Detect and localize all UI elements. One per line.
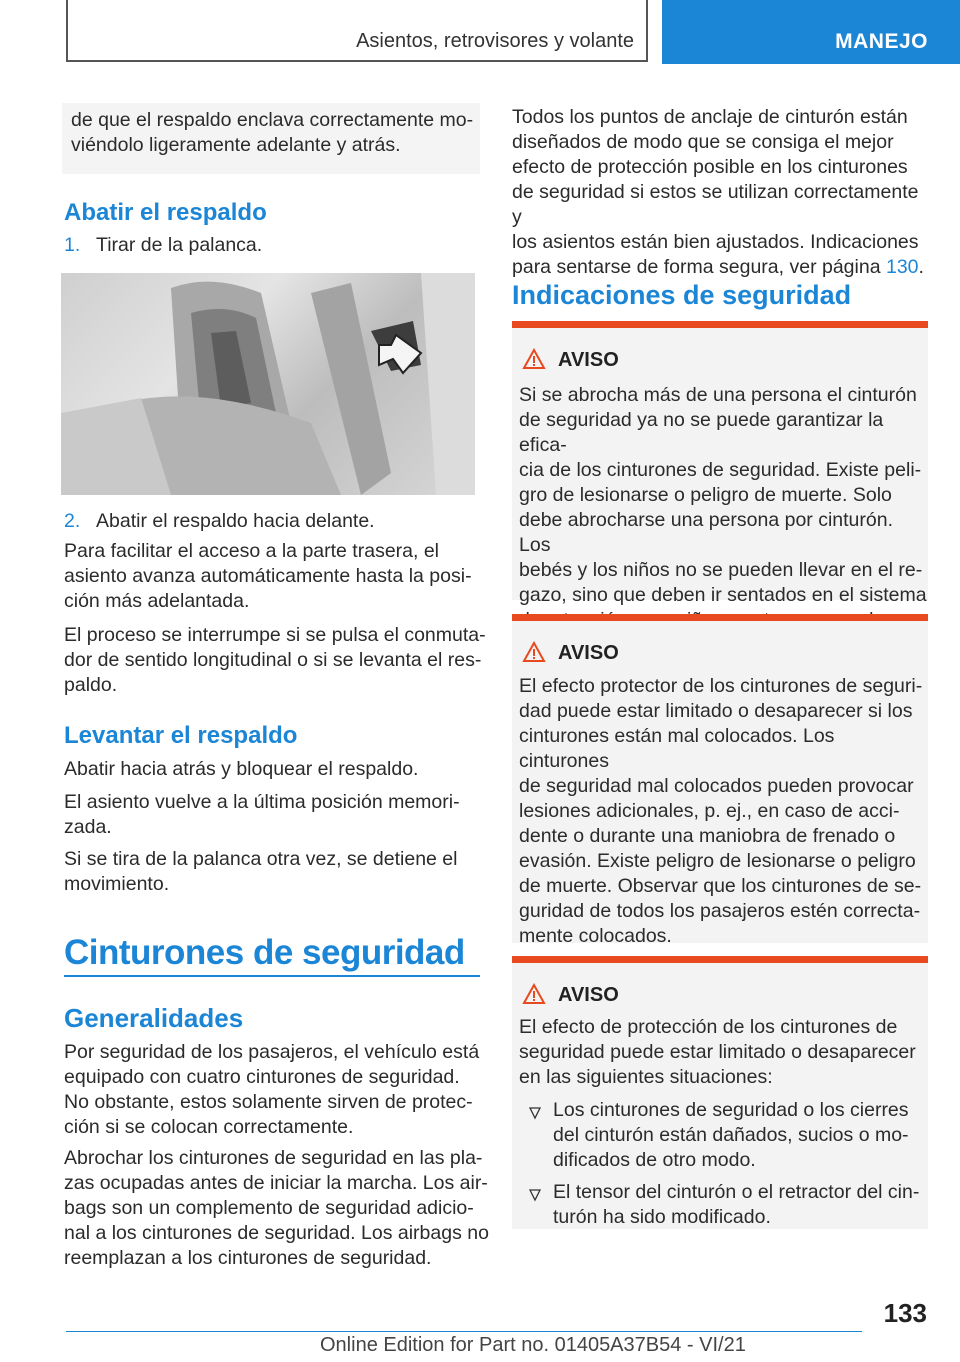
warning2-label: AVISO — [558, 642, 619, 664]
warning3-box — [512, 963, 928, 1229]
footer-rule — [66, 1331, 862, 1332]
warning2-rule — [512, 614, 928, 621]
warning-triangle-icon — [522, 641, 546, 663]
warning3-rule — [512, 956, 928, 963]
abatir-heading: Abatir el respaldo — [64, 199, 267, 226]
paragraph-bloquear: Abatir hacia atrás y bloquear el respaldo. — [64, 758, 419, 780]
paragraph-memoria: El asiento vuelve a la última posición memori- zada. — [64, 791, 460, 838]
paragraph-acceso: Para facilitar el acceso a la parte trasera, el asiento avanza automáticamente hasta la posi- ción más adelantada. — [64, 540, 472, 612]
warning1-label: AVISO — [558, 349, 619, 371]
paragraph-generalidades: Por seguridad de los pasajeros, el vehículo está equipado con cuatro cinturones de seguridad. No obstante, estos solamente sirven de protec- ción si se colocan correctamente. — [64, 1041, 480, 1138]
anclaje-text: Todos los puntos de anclaje de cinturón están diseñados de modo que se consiga el mejor efecto de protección posible en los cinturones de seguridad si estos se utilizan correctamente y los asientos están bien ajustados. Indicaciones para sentarse de forma segura, ver página — [512, 106, 919, 278]
intro-box — [62, 103, 480, 174]
step1-text: Tirar de la palanca. — [96, 234, 263, 256]
bullet-triangle-icon — [528, 1188, 542, 1202]
footer-edition: Online Edition for Part no. 01405A37B54 - VI/21 — [320, 1334, 746, 1356]
seat-illustration — [61, 273, 475, 495]
paragraph-anclaje — [512, 105, 932, 280]
warning1-rule — [512, 321, 928, 328]
step2-number: 2. — [64, 510, 81, 532]
warning2-text: El efecto protector de los cinturones de seguri- dad puede estar limitado o desaparecer si los cinturones están mal colocados. Los cinturones de seguridad mal colocados pueden provocar lesiones adicionales, p. ej., en caso de acci- dente o durante una maniobra de frenado o evasión. Existe peligro de lesionarse o peligro de muerte. Observar que los cinturones de se- guridad de todos los pasajeros estén correcta- mente colocados. — [519, 675, 923, 947]
chapter-tab-label: MANEJO — [835, 30, 928, 53]
seat-lever-photo — [61, 273, 475, 495]
bullet1-text: Los cinturones de seguridad o los cierres del cinturón están dañados, sucios o mo- dificados de otro modo. — [553, 1099, 909, 1171]
cinturones-rule — [64, 975, 480, 977]
indicaciones-heading: Indicaciones de seguridad — [512, 280, 852, 310]
warning3-label: AVISO — [558, 984, 619, 1006]
step2-text: Abatir el respaldo hacia delante. — [96, 510, 375, 532]
warning2-box — [512, 621, 928, 947]
warning-triangle-icon — [522, 983, 546, 1005]
section-title: Asientos, retrovisores y volante — [356, 30, 634, 52]
step1-number: 1. — [64, 234, 81, 256]
anclaje-end: . — [918, 256, 924, 278]
warning-triangle-icon — [522, 348, 546, 370]
paragraph-interrumpe: El proceso se interrumpe si se pulsa el conmuta- dor de sentido longitudinal o si se levanta el res- paldo. — [64, 624, 486, 696]
warning3-text: El efecto de protección de los cinturones de seguridad puede estar limitado o desaparecer en las siguientes situaciones: — [519, 1016, 916, 1088]
chapter-tab[interactable] — [662, 0, 960, 64]
levantar-heading: Levantar el respaldo — [64, 722, 298, 749]
warning1-text: Si se abrocha más de una persona el cinturón de seguridad ya no se puede garantizar la efica- cia de los cinturones de seguridad. Existe peli- gro de lesionarse o peligro de muerte. Solo debe abrocharse una persona por cinturón. Los bebés y los niños no se pueden llevar en el re- gazo, sino que deben ir sentados en el sistema — [519, 384, 927, 606]
page-reference-link[interactable]: 130 — [885, 256, 919, 278]
page-number: 133 — [883, 1298, 927, 1328]
bullet-triangle-icon — [528, 1106, 542, 1120]
paragraph-abrochar: Abrochar los cinturones de seguridad en las pla- zas ocupadas antes de iniciar la marcha. Los air- bags son un complemento de seguridad adicio- nal a los cinturones de seguridad. Los airbags no reemplazan a los cinturones de seguridad. — [64, 1147, 489, 1269]
generalidades-heading: Generalidades — [64, 1003, 244, 1033]
cinturones-heading: Cinturones de seguridad — [64, 933, 465, 972]
header-section-bar — [66, 0, 648, 62]
warning1-box — [512, 328, 928, 606]
bullet2-text: El tensor del cinturón o el retractor del cin- turón ha sido modificado. — [553, 1181, 920, 1228]
paragraph-detiene: Si se tira de la palanca otra vez, se detiene el movimiento. — [64, 848, 458, 895]
intro-box-text: de que el respaldo enclava correctamente mo- viéndolo ligeramente adelante y atrás. — [71, 109, 474, 156]
